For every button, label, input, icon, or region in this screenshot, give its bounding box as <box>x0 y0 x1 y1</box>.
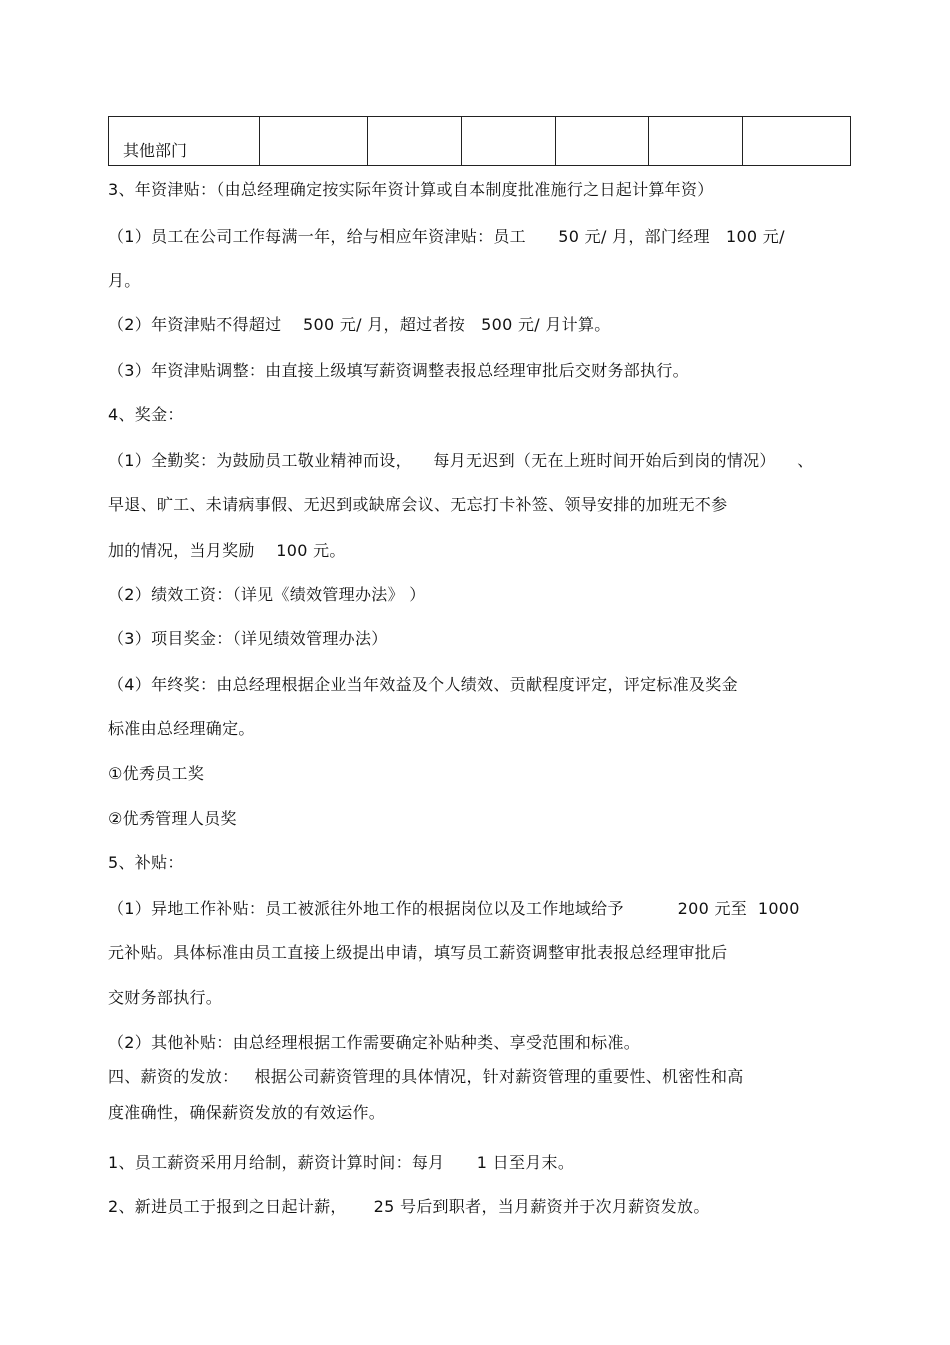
paragraph-line: 2、新进员工于报到之日起计薪， 25 号后到职者，当月薪资并于次月薪资发放。 <box>108 1197 710 1216</box>
paragraph-line: （1）全勤奖：为鼓励员工敬业精神而设， 每月无迟到（无在上班时间开始后到岗的情况） 、 <box>108 451 814 470</box>
table-cell <box>649 117 743 166</box>
paragraph-line: （3）项目奖金：（详见绩效管理办法） <box>108 629 388 648</box>
paragraph-line: （3）年资津贴调整：由直接上级填写薪资调整表报总经理审批后交财务部执行。 <box>108 361 689 380</box>
row-label-cell: 其他部门 <box>109 117 260 166</box>
paragraph-line: 加的情况，当月奖励 100 元。 <box>108 541 346 560</box>
section-3-heading: 3、年资津贴：（由总经理确定按实际年资计算或自本制度批准施行之日起计算年资） <box>108 180 714 199</box>
paragraph-line: 1、员工薪资采用月给制，薪资计算时间：每月 1 日至月末。 <box>108 1153 575 1172</box>
paragraph-line: 月。 <box>108 271 141 290</box>
paragraph-line: （1）异地工作补贴：员工被派往外地工作的根据岗位以及工作地域给予 200 元至 1000 <box>108 899 800 918</box>
paragraph-line: （2）年资津贴不得超过 500 元/ 月，超过者按 500 元/ 月计算。 <box>108 315 611 334</box>
table-cell <box>260 117 368 166</box>
paragraph-line: 度准确性，确保薪资发放的有效运作。 <box>108 1103 386 1122</box>
list-item: ②优秀管理人员奖 <box>108 809 237 828</box>
paragraph-line: 早退、旷工、未请病事假、无迟到或缺席会议、无忘打卡补签、领导安排的加班无不参 <box>108 495 728 514</box>
paragraph-line: 标准由总经理确定。 <box>108 719 255 738</box>
list-item: ①优秀员工奖 <box>108 764 205 783</box>
paragraph-line: （2）其他补贴：由总经理根据工作需要确定补贴种类、享受范围和标准。 <box>108 1033 641 1052</box>
paragraph-line: 元补贴。具体标准由员工直接上级提出申请，填写员工薪资调整审批表报总经理审批后 <box>108 943 728 962</box>
paragraph-line: （1）员工在公司工作每满一年，给与相应年资津贴：员工 50 元/ 月，部门经理 100 元/ <box>108 227 785 246</box>
section-four-heading: 四、薪资的发放： 根据公司薪资管理的具体情况，针对薪资管理的重要性、机密性和高 <box>108 1067 744 1086</box>
table-cell <box>462 117 556 166</box>
paragraph-line: （2）绩效工资：（详见《绩效管理办法》 ） <box>108 585 426 604</box>
table-row <box>109 117 851 166</box>
table-cell <box>743 117 851 166</box>
section-5-heading: 5、补贴： <box>108 853 184 872</box>
paragraph-line: （4）年终奖：由总经理根据企业当年效益及个人绩效、贡献程度评定，评定标准及奖金 <box>108 675 738 694</box>
paragraph-line: 交财务部执行。 <box>108 988 223 1007</box>
section-4-heading: 4、奖金： <box>108 405 184 424</box>
table-cell <box>368 117 462 166</box>
department-table <box>108 116 851 166</box>
table-cell <box>556 117 649 166</box>
